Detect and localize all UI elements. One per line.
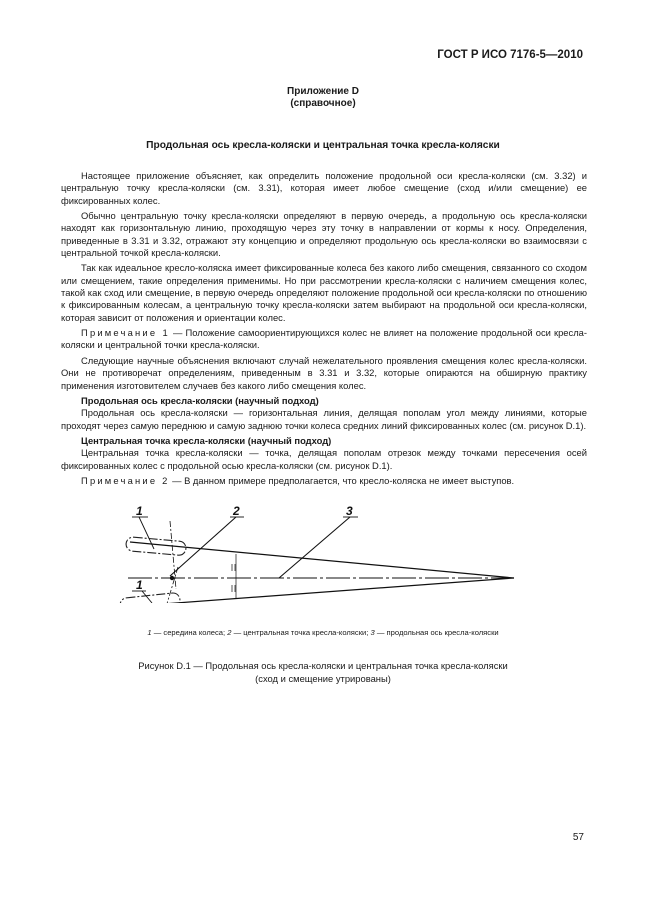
legend-num-1: 1 — [147, 628, 152, 637]
paragraph: Обычно центральную точку кресла-коляски определяют в первую очередь, а продольную ось кресла-коляски находят как горизонтальную линию, проходящую через эту точку в направлении от кормы к носу. Определения, приведенные в 3.31 и 3.32, отражают эту концепцию и определяют продольную ось кресла-коляски во взаимосвязи с центральной точкой кресла-коляски. — [61, 210, 587, 258]
note-2-text: — В данном примере предполагается, что кресло-коляска не имеет выступов. — [169, 475, 515, 487]
annex-heading — [0, 86, 646, 110]
leader-1-bottom — [142, 591, 152, 603]
note-1 — [61, 327, 587, 352]
equality-tick-upper — [232, 564, 235, 571]
figure-legend — [0, 628, 646, 637]
lower-wheel-center-line — [122, 578, 514, 603]
leader-1-top — [139, 517, 154, 549]
note-2 — [61, 475, 587, 487]
figure-caption-line-1: Рисунок D.1 — Продольная ось кресла-коляски и центральная точка кресла-коляски — [138, 660, 508, 671]
note-2-label: Примечание 2 — [81, 475, 170, 487]
legend-text-2: — центральная точка кресла-коляски; — [231, 628, 371, 637]
page-number: 57 — [572, 832, 584, 843]
paragraph: Настоящее приложение объясняет, как определить положение продольной оси кресла-коляски (см. 3.32) и центральную точку кресла-коляски (см. 3.31), которая имеет любое смещение (сход и/или смещение) ее фиксированных колес. — [61, 170, 587, 206]
note-1-label: Примечание 1 — [81, 327, 170, 339]
legend-num-3: 3 — [370, 628, 375, 637]
section-title: Продольная ось кресла-коляски и центральная точка кресла-коляски — [146, 140, 500, 151]
subheading-center-point: Центральная точка кресла-коляски (научный подход) — [81, 435, 332, 447]
paragraph: Продольная ось кресла-коляски — горизонтальная линия, делящая пополам угол между линиями, которые проходят через самую переднюю и самую заднюю точки колеса средних линий фиксированных колес (см. рисунок D.1). — [61, 407, 587, 431]
equality-tick-lower — [232, 585, 235, 592]
document-code: ГОСТ Р ИСО 7176-5—2010 — [437, 49, 583, 61]
lower-wheel — [119, 592, 180, 603]
callout-3: 3 — [346, 504, 353, 518]
subheading-axis: Продольная ось кресла-коляски (научный подход) — [81, 394, 319, 406]
paragraph: Следующие научные объяснения включают случай нежелательного проявления смещения колес кресла-коляски. Они не противоречат определениям, приведенным в 3.31 и 3.32, которые опираются на обширную практику применения изготовителем случаев без какого либо смещения колес. — [61, 354, 587, 391]
figure-caption-line-2: (сход и смещение утрированы) — [255, 672, 391, 684]
figure-caption — [0, 660, 646, 685]
lower-wheel-axis — [166, 567, 178, 603]
paragraph: Так как идеальное кресло-коляска имеет фиксированные колеса без какого либо смещения, связанного со сходом или смещением, такие определения применимы. Но при рассмотрении кресла-коляски с наличием смещения колес, такой как сход или смещение, в первую очередь определяют положение продольной оси кресла-коляски по отношению к фиксированным колесам, а центральную точку кресла-коляски затем выбирают на продольной оси кресла-коляски, которая зависит от положения и ориентации колес. — [61, 262, 587, 323]
leader-3 — [279, 517, 350, 578]
legend-text-3: — продольная ось кресла-коляски — [374, 628, 499, 637]
paragraph: Центральная точка кресла-коляски — точка, делящая пополам отрезок между точками пересечения осей фиксированных колес с продольной осью кресла-коляски (см. рисунок D.1). — [61, 447, 587, 471]
annex-type: (справочное) — [290, 98, 356, 109]
callout-2: 2 — [233, 504, 240, 518]
figure-d1-diagram — [114, 503, 534, 603]
body-text — [61, 170, 587, 491]
legend-num-2: 2 — [227, 628, 232, 637]
callout-1-top: 1 — [136, 504, 143, 518]
callout-1-bottom: 1 — [136, 578, 143, 592]
legend-text-1: — середина колеса; — [151, 628, 228, 637]
center-point-marker — [170, 576, 174, 580]
note-1-text: — Положение самоориентирующихся колес не влияет на положение продольной оси кресла-коляски и центральной точки кресла-коляски. — [61, 327, 587, 351]
annex-title: Приложение D — [287, 86, 359, 97]
